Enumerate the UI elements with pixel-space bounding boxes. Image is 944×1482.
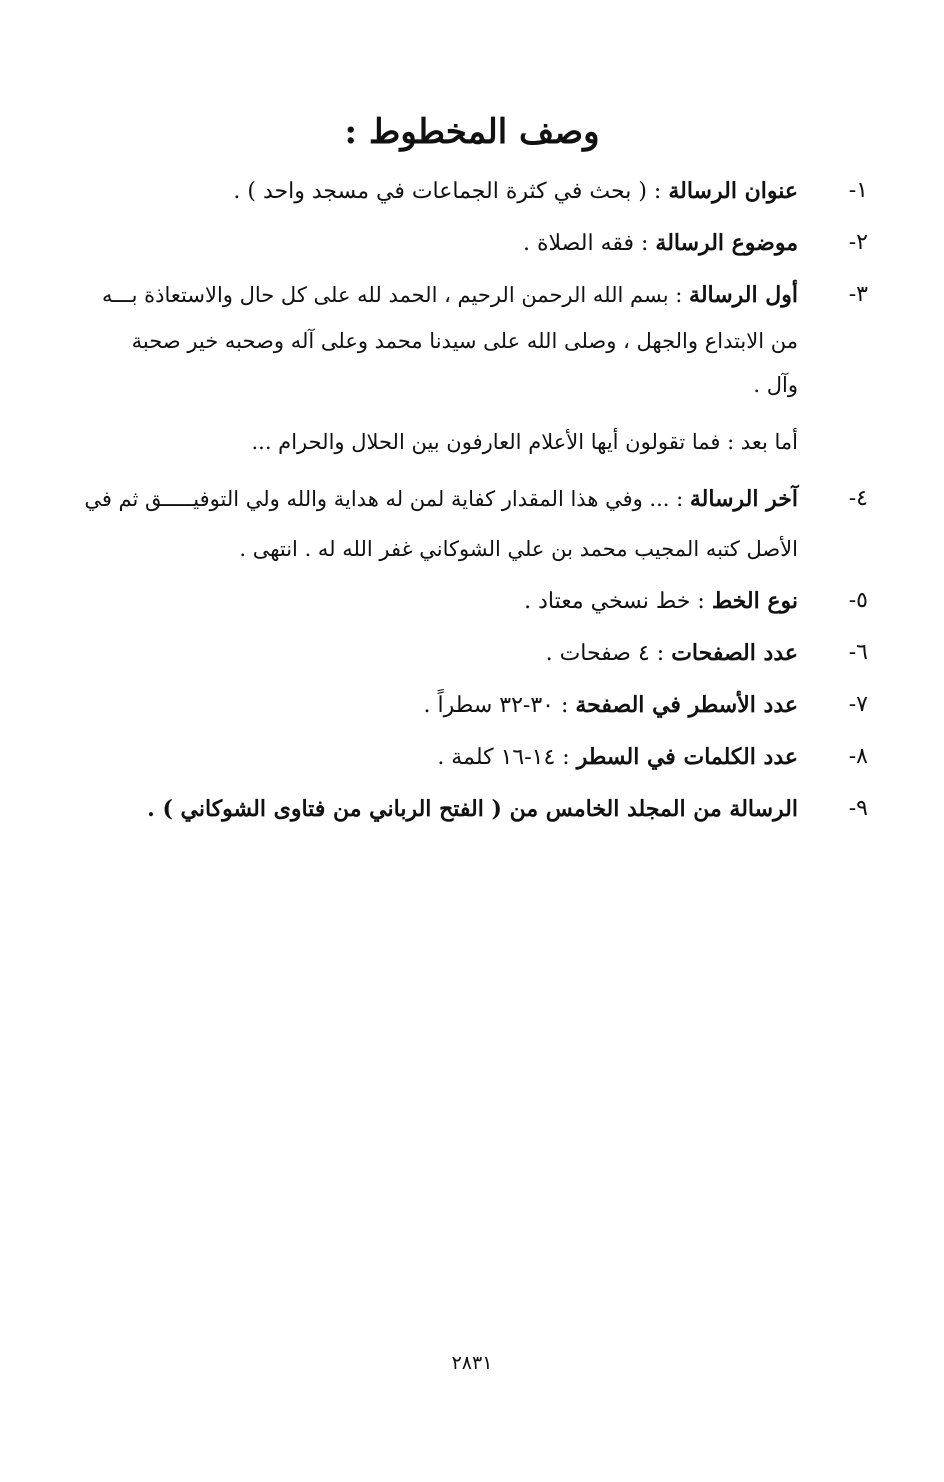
item-number: ٣- bbox=[848, 282, 868, 307]
item-text-line-2: من الابتداع والجهل ، وصلى الله على سيدنا محمد وعلى آله وصحبه خير صحبة bbox=[131, 329, 798, 353]
item-number: ٨- bbox=[848, 744, 868, 769]
item-body bbox=[84, 484, 798, 566]
opening-sub-line: أما بعد : فما تقولون أيها الأعلام العارفون بين الحلال والحرام ... bbox=[251, 430, 798, 454]
item-text: : ( بحث في كثرة الجماعات في مسجد واحد ) . bbox=[233, 179, 669, 204]
item-label: عنوان الرسالة bbox=[668, 178, 798, 204]
item-number: ٢- bbox=[848, 230, 868, 255]
item-body bbox=[120, 176, 798, 207]
item-label: أول الرسالة bbox=[689, 282, 798, 308]
item-label: عدد الكلمات في السطر bbox=[576, 744, 798, 770]
item-number: ٤- bbox=[848, 486, 868, 511]
item-text: : فقه الصلاة . bbox=[523, 231, 656, 256]
item-text-line-3: وآل . bbox=[753, 373, 798, 397]
page-number: ٢٨٣١ bbox=[451, 1352, 493, 1374]
item-body bbox=[100, 638, 798, 669]
item-number: ٧- bbox=[848, 692, 868, 717]
item-text: : ... وفي هذا المقدار كفاية لمن له هداية والله ولي التوفيـــــق ثم في bbox=[84, 487, 690, 511]
page-title: وصف المخطوط : bbox=[344, 112, 600, 152]
item-label: عدد الأسطر في الصفحة bbox=[575, 692, 798, 718]
item-text: : ١٤-١٦ كلمة . bbox=[437, 745, 577, 770]
item-label: آخر الرسالة bbox=[689, 486, 798, 512]
item-body bbox=[100, 794, 798, 824]
item-body bbox=[100, 690, 798, 721]
item-text: : ٤ صفحات . bbox=[545, 641, 672, 666]
item-number: ٦- bbox=[848, 640, 868, 665]
item-body bbox=[100, 586, 798, 617]
item-body bbox=[100, 280, 798, 414]
item-number: ١- bbox=[848, 178, 868, 203]
item-text: : بسم الله الرحمن الرحيم ، الحمد لله على كل حال والاستعاذة بـــه bbox=[101, 283, 690, 307]
item-label: موضوع الرسالة bbox=[655, 230, 798, 256]
item-number: ٩- bbox=[848, 796, 868, 821]
item-text-line-2: الأصل كتبه المجيب محمد بن علي الشوكاني غفر الله له . انتهى . bbox=[239, 537, 798, 561]
item-label: نوع الخط bbox=[711, 588, 798, 614]
item-number: ٥- bbox=[848, 588, 868, 613]
item-body bbox=[100, 742, 798, 773]
item-text: : خط نسخي معتاد . bbox=[524, 589, 712, 614]
item-label: عدد الصفحات bbox=[671, 640, 798, 666]
item-body bbox=[100, 228, 798, 259]
item-label: الرسالة من المجلد الخامس من ( الفتح الرباني من فتاوى الشوكاني ) . bbox=[147, 796, 798, 822]
item-text: : ٣٠-٣٢ سطراً . bbox=[423, 693, 576, 718]
